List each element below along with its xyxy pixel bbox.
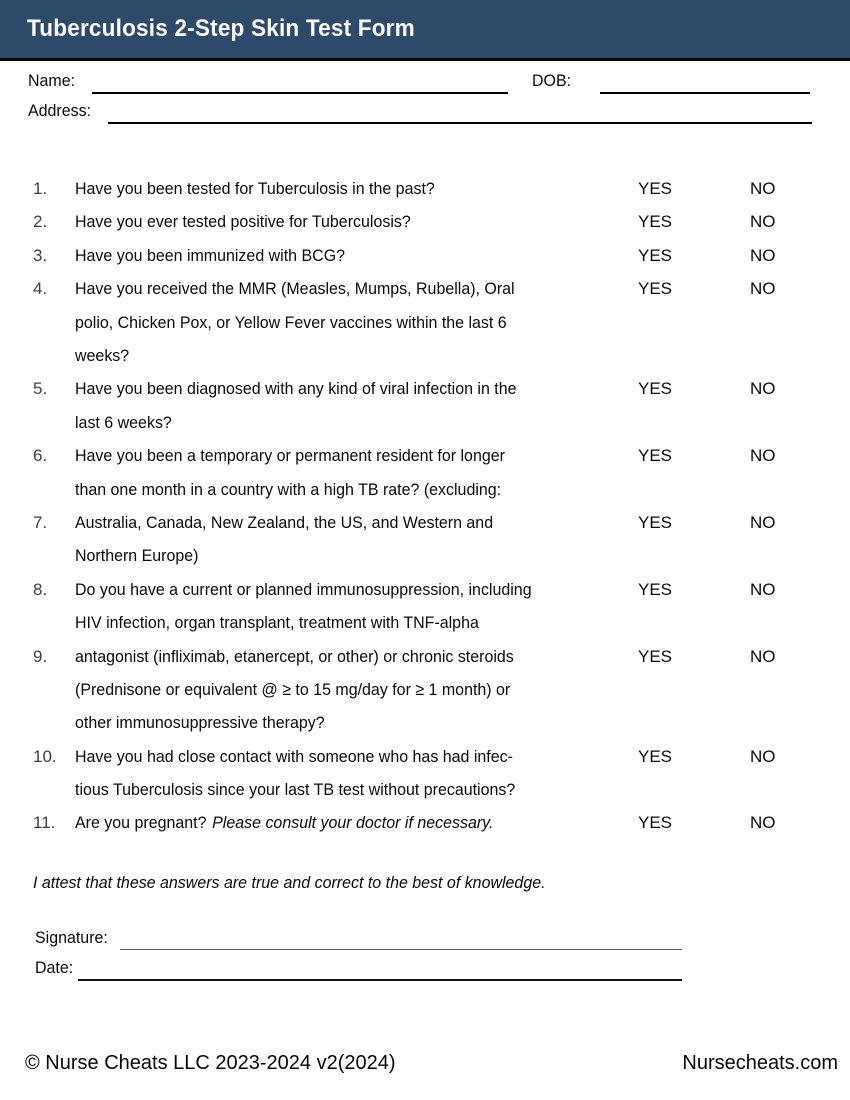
question-line	[75, 806, 605, 839]
question-number: 7.	[33, 512, 48, 532]
address-input-line[interactable]	[108, 96, 812, 124]
question-line	[75, 339, 605, 372]
question-line	[75, 172, 605, 205]
question-line	[75, 673, 605, 706]
questions-list	[33, 172, 850, 840]
yes-option[interactable]: YES	[638, 212, 673, 232]
question-number: 3.	[33, 245, 48, 265]
name-input-line[interactable]	[92, 66, 508, 94]
question-row	[33, 172, 850, 205]
question-line	[75, 640, 605, 673]
yes-option[interactable]: YES	[638, 446, 673, 466]
no-option[interactable]: NO	[750, 379, 776, 399]
name-dob-row	[28, 66, 850, 96]
question-line	[75, 205, 605, 238]
date-label: Date:	[35, 958, 74, 977]
question-row	[33, 239, 850, 272]
question-text	[75, 573, 605, 640]
address-row	[28, 96, 850, 126]
question-line	[75, 740, 605, 773]
date-input-line[interactable]	[78, 953, 682, 981]
question-line	[75, 439, 605, 472]
question-number: 5.	[33, 379, 48, 399]
question-number: 6.	[33, 446, 48, 466]
question-number: 11.	[33, 813, 56, 833]
question-line	[75, 706, 605, 739]
header	[0, 0, 850, 61]
question-text	[75, 205, 605, 238]
question-row	[33, 272, 850, 372]
question-line-text: Australia, Canada, New Zealand, the US, and Western and	[75, 512, 494, 532]
question-text	[75, 506, 605, 573]
yes-option[interactable]: YES	[638, 813, 673, 833]
signature-row	[35, 923, 682, 953]
yes-option[interactable]: YES	[638, 179, 673, 198]
question-line	[75, 306, 605, 339]
yes-option[interactable]: YES	[638, 512, 673, 532]
question-line-text: Have you been tested for Tuberculosis in the past?	[75, 179, 435, 198]
yes-option[interactable]: YES	[638, 379, 673, 399]
no-option[interactable]: NO	[750, 512, 776, 532]
question-number: 10.	[33, 746, 57, 766]
yes-option[interactable]: YES	[638, 746, 673, 766]
question-line-text: tious Tuberculosis since your last TB test without precautions?	[75, 780, 516, 800]
question-row	[33, 506, 850, 573]
dob-label: DOB:	[532, 71, 572, 90]
question-line-text: than one month in a country with a high TB rate? (excluding:	[75, 479, 502, 499]
question-line-text: Are you pregnant? Please consult your doctor if necessary.	[75, 813, 494, 833]
question-number: 4.	[33, 279, 48, 299]
question-text	[75, 372, 605, 439]
signature-label: Signature:	[35, 928, 108, 947]
yes-option[interactable]: YES	[638, 279, 673, 299]
address-label: Address:	[28, 101, 92, 120]
question-row	[33, 439, 850, 506]
question-line	[75, 539, 605, 572]
question-text	[75, 740, 605, 807]
footer	[25, 1048, 838, 1078]
name-label: Name:	[28, 71, 76, 90]
yes-option[interactable]: YES	[638, 245, 673, 265]
question-row	[33, 740, 850, 807]
no-option[interactable]: NO	[750, 813, 776, 833]
question-line-text: Have you been immunized with BCG?	[75, 245, 346, 265]
question-line-text: Northern Europe)	[75, 546, 199, 566]
question-text	[75, 172, 605, 205]
website-link[interactable]: Nursecheats.com	[682, 1052, 838, 1074]
form-title: Tuberculosis 2-Step Skin Test Form	[27, 15, 415, 42]
question-line-text: polio, Chicken Pox, or Yellow Fever vaccines within the last 6	[75, 312, 507, 332]
question-line-text: antagonist (infliximab, etanercept, or other) or chronic steroids	[75, 646, 514, 666]
yes-option[interactable]: YES	[638, 646, 673, 666]
question-number: 8.	[33, 579, 48, 599]
question-line	[75, 372, 605, 405]
dob-input-line[interactable]	[600, 66, 810, 94]
question-line-text: other immunosuppressive therapy?	[75, 713, 325, 733]
question-line	[75, 272, 605, 305]
no-option[interactable]: NO	[750, 646, 776, 666]
no-option[interactable]: NO	[750, 212, 776, 232]
question-line	[75, 239, 605, 272]
question-text	[75, 806, 605, 839]
question-line	[75, 773, 605, 806]
question-text	[75, 272, 605, 372]
question-number: 9.	[33, 646, 48, 666]
no-option[interactable]: NO	[750, 746, 776, 766]
question-row	[33, 573, 850, 640]
question-line	[75, 606, 605, 639]
question-row	[33, 205, 850, 238]
copyright-text: © Nurse Cheats LLC 2023-2024 v2(2024)	[25, 1052, 396, 1074]
question-line-text: Have you been a temporary or permanent resident for longer	[75, 446, 505, 466]
attest-statement: I attest that these answers are true and correct to the best of knowledge.	[33, 873, 546, 892]
question-line-text: last 6 weeks?	[75, 412, 172, 432]
no-option[interactable]: NO	[750, 179, 776, 198]
question-line-text: HIV infection, organ transplant, treatment with TNF-alpha	[75, 613, 479, 633]
signature-input-line[interactable]	[120, 923, 682, 950]
question-line	[75, 506, 605, 539]
question-line-text: (Prednisone or equivalent @ ≥ to 15 mg/day for ≥ 1 month) or	[75, 679, 511, 699]
yes-option[interactable]: YES	[638, 579, 673, 599]
no-option[interactable]: NO	[750, 279, 776, 299]
question-line-text: Have you been diagnosed with any kind of viral infection in the	[75, 379, 517, 399]
question-row	[33, 806, 850, 839]
question-number: 1.	[33, 179, 48, 198]
question-text	[75, 239, 605, 272]
no-option[interactable]: NO	[750, 446, 776, 466]
question-text	[75, 640, 605, 740]
question-line-text: Have you received the MMR (Measles, Mumps, Rubella), Oral	[75, 279, 515, 299]
question-line-text: Have you had close contact with someone who has had infec-	[75, 746, 513, 766]
question-line-text: weeks?	[75, 346, 130, 365]
no-option[interactable]: NO	[750, 579, 776, 599]
no-option[interactable]: NO	[750, 245, 776, 265]
field-gap	[508, 66, 532, 96]
question-line	[75, 573, 605, 606]
question-line	[75, 406, 605, 439]
question-row	[33, 372, 850, 439]
question-row	[33, 640, 850, 740]
question-line	[75, 473, 605, 506]
question-line-text: Do you have a current or planned immunosuppression, including	[75, 579, 532, 599]
question-number: 2.	[33, 212, 48, 232]
question-line-text: Have you ever tested positive for Tuberculosis?	[75, 212, 411, 232]
attest-statement-row	[33, 866, 578, 899]
date-row	[35, 953, 682, 983]
question-text	[75, 439, 605, 506]
